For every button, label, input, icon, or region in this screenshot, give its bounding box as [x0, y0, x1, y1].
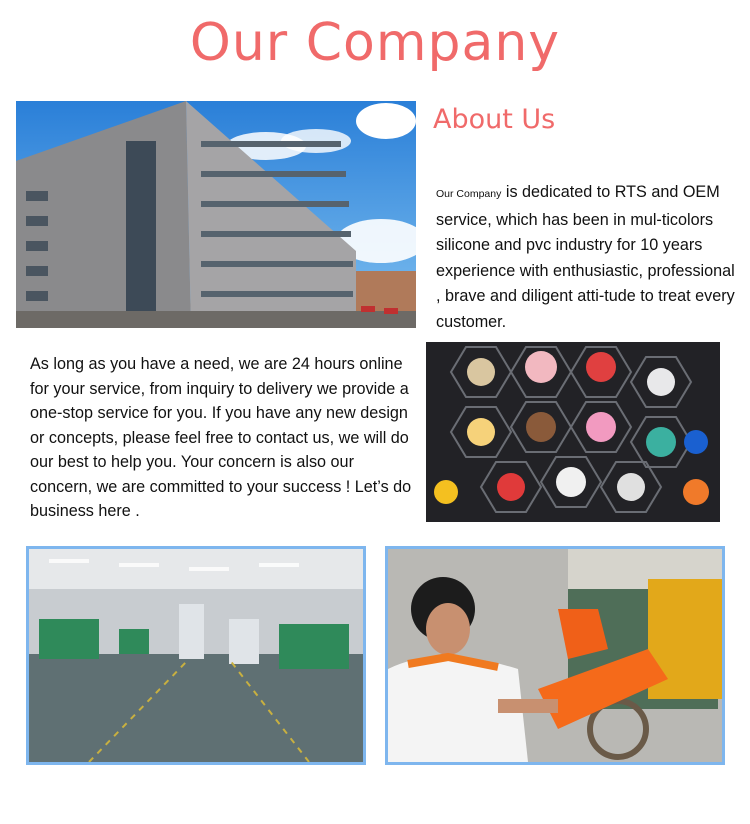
company-building-photo — [16, 101, 416, 328]
worker-machine-photo — [385, 546, 725, 765]
about-us-text — [436, 180, 736, 335]
product-display-photo — [426, 342, 720, 522]
about-lead-small: Our Company — [436, 188, 502, 200]
service-paragraph: As long as you have a need, we are 24 hours online for your service, from inquiry to delivery we provide a one-stop service for you. If you have any new design or concepts, please feel free to contact us, we will do our best to help you. Your concern is also our concern, we are committed to your success ! Let’s do business here . — [30, 355, 412, 520]
about-lead-rest: is dedicated to RTS and OEM service, which has been in mul-ticolors silicone and pvc industry for 10 years experience with enthusiastic, professional , brave and diligent atti-tude to treat every customer. — [436, 183, 735, 331]
about-us-heading: About Us — [433, 104, 556, 135]
factory-floor-photo — [26, 546, 366, 765]
page-title: Our Company — [189, 13, 561, 73]
